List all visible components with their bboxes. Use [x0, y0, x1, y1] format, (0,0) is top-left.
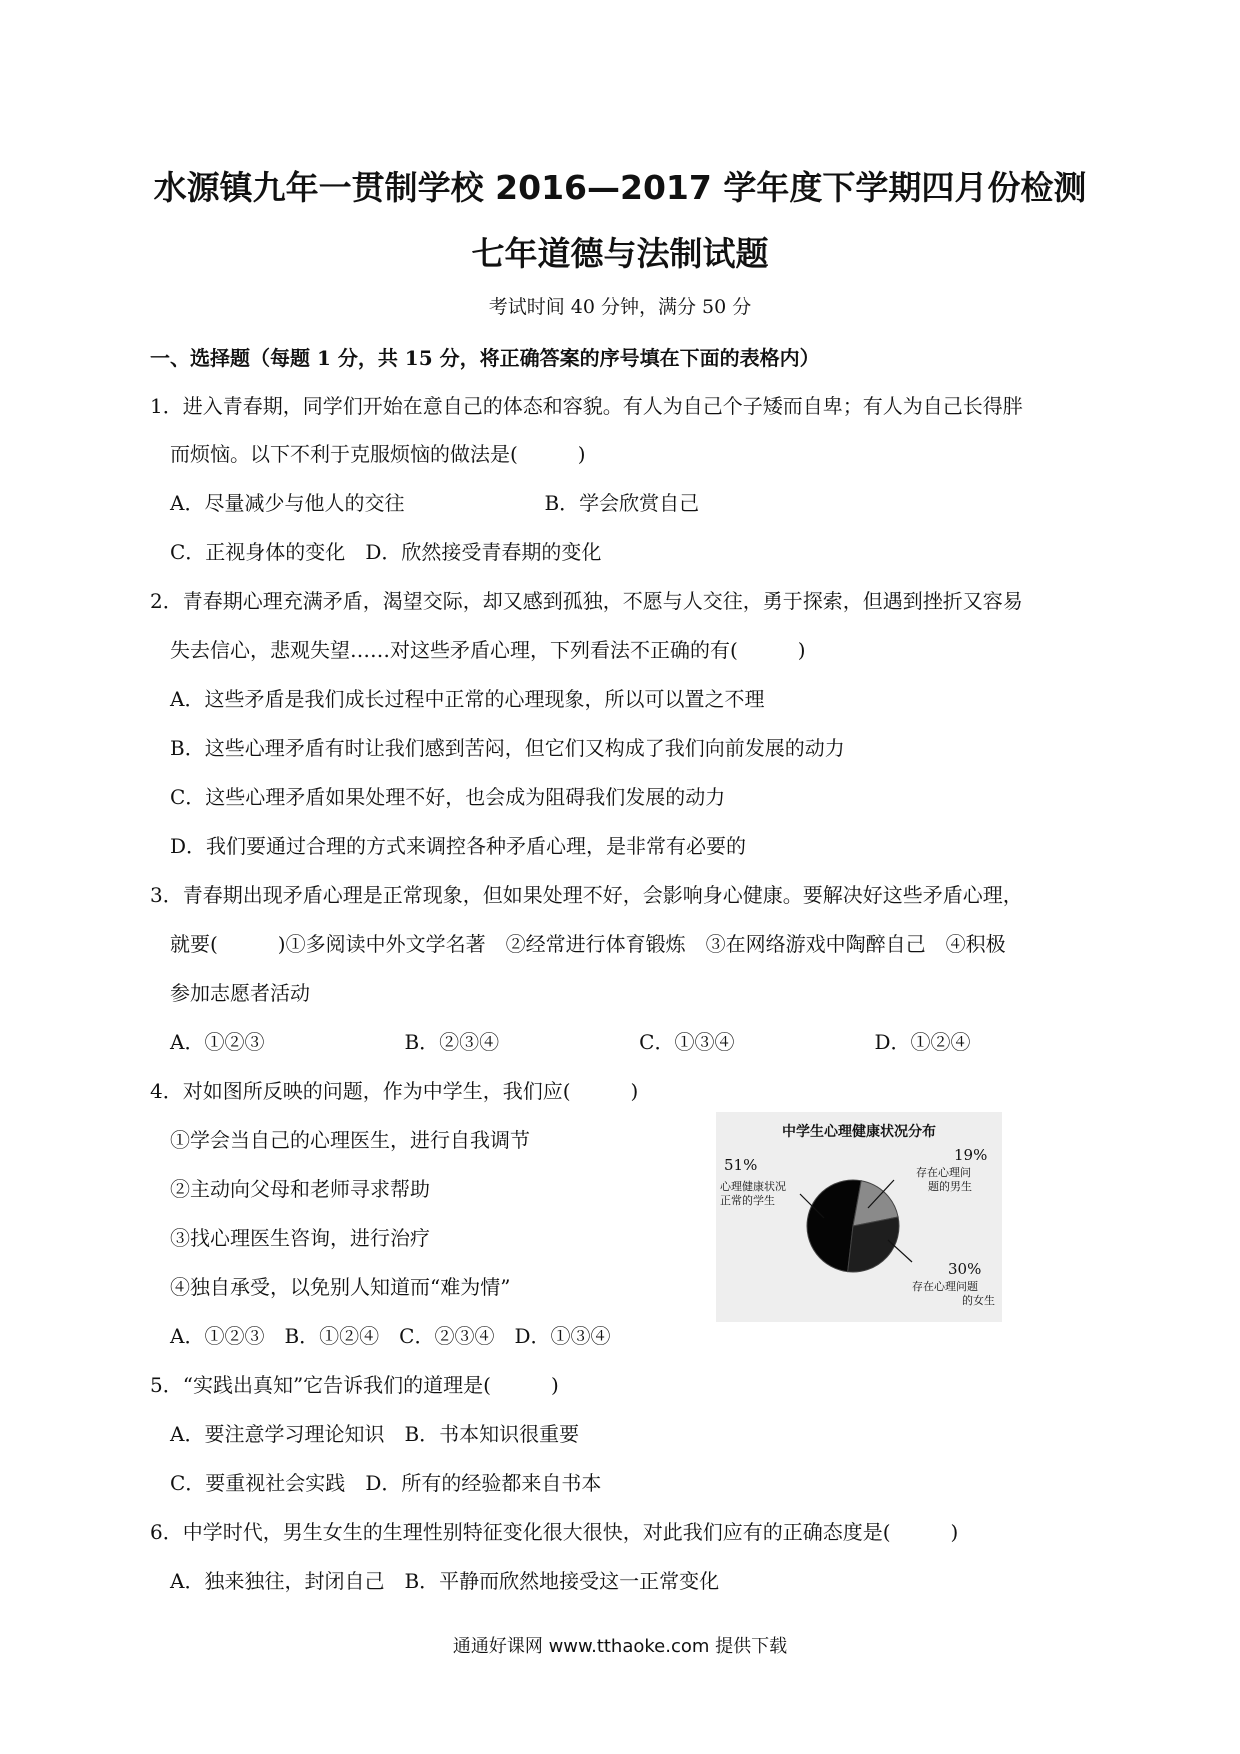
- pct-label-girls: 30%: [948, 1260, 982, 1278]
- question-1-option-b: B．学会欣赏自己: [544, 491, 700, 515]
- question-5-options-row-1: [170, 1418, 579, 1447]
- question-4-item-3: ③找心理医生咨询，进行治疗: [170, 1226, 430, 1250]
- slice-label-normal-2: 正常的学生: [720, 1194, 775, 1207]
- question-5-option-d: D．所有的经验都来自书本: [365, 1471, 602, 1495]
- question-1-option-a: A．尽量减少与他人的交往: [170, 491, 405, 515]
- slice-label-normal-1: 心理健康状况: [720, 1180, 786, 1193]
- question-5-line-1: 5．“实践出真知”它告诉我们的道理是( ): [150, 1373, 559, 1397]
- slice-label-boys-1: 存在心理问: [916, 1166, 971, 1179]
- page-footer: 通通好课网 www.tthaoke.com 提供下载: [452, 1636, 788, 1657]
- question-2-line-2: 失去信心，悲观失望……对这些矛盾心理，下列看法不正确的有( ): [170, 638, 806, 662]
- pct-label-normal: 51%: [724, 1156, 758, 1174]
- question-1-option-c: C．正视身体的变化: [170, 540, 346, 564]
- question-4-option-d: D．①③④: [514, 1324, 611, 1348]
- question-3-option-b: B．②③④: [404, 1030, 500, 1054]
- pct-label-boys: 19%: [954, 1146, 988, 1164]
- question-6-line-1: 6．中学时代，男生女生的生理性别特征变化很大很快，对此我们应有的正确态度是( ): [150, 1520, 959, 1544]
- question-6-options-row: [170, 1565, 719, 1594]
- pie-chart: [716, 1112, 1002, 1322]
- question-5-option-c: C．要重视社会实践: [170, 1471, 346, 1495]
- question-4-item-1: ①学会当自己的心理医生，进行自我调节: [170, 1128, 530, 1152]
- question-4-option-a: A．①②③: [170, 1324, 265, 1348]
- question-4-options-row: [170, 1320, 611, 1349]
- question-4-option-c: C．②③④: [399, 1324, 495, 1348]
- question-3-line-3: 参加志愿者活动: [170, 981, 310, 1005]
- question-4-item-4: ④独自承受，以免别人知道而“难为情”: [170, 1275, 511, 1299]
- question-1-line-2: 而烦恼。以下不利于克服烦恼的做法是( ): [170, 442, 586, 466]
- question-5-options-row-2: [170, 1467, 601, 1496]
- question-3-line-1: 3．青春期出现矛盾心理是正常现象，但如果处理不好，会影响身心健康。要解决好这些矛盾心理，: [150, 883, 1023, 907]
- exam-subject-title: 七年道德与法制试题: [471, 234, 769, 273]
- question-3-option-d: D．①②④: [874, 1030, 971, 1054]
- question-4-item-2: ②主动向父母和老师寻求帮助: [170, 1177, 430, 1201]
- question-2-option-d: D．我们要通过合理的方式来调控各种矛盾心理，是非常有必要的: [170, 834, 747, 858]
- question-2-option-c: C．这些心理矛盾如果处理不好，也会成为阻碍我们发展的动力: [170, 785, 726, 809]
- question-5-option-a: A．要注意学习理论知识: [170, 1422, 385, 1446]
- pie-chart-svg: [716, 1112, 1002, 1322]
- question-6-option-b: B．平静而欣然地接受这一正常变化: [404, 1569, 720, 1593]
- question-5-option-b: B．书本知识很重要: [404, 1422, 580, 1446]
- question-1-line-1: 1．进入青春期，同学们开始在意自己的体态和容貌。有人为自己个子矮而自卑；有人为自己长得胖: [150, 394, 1023, 418]
- pie-slice-girls: [848, 1217, 899, 1272]
- question-4-option-b: B．①②④: [284, 1324, 380, 1348]
- question-6-option-a: A．独来独往，封闭自己: [170, 1569, 385, 1593]
- question-3-option-c: C．①③④: [639, 1030, 735, 1054]
- question-1-option-d: D．欣然接受青春期的变化: [365, 540, 602, 564]
- slice-label-girls-1: 存在心理问题: [912, 1280, 978, 1293]
- question-3-options-row: [170, 1026, 971, 1055]
- question-2-option-a: A．这些矛盾是我们成长过程中正常的心理现象，所以可以置之不理: [170, 687, 765, 711]
- slice-label-girls-2: 的女生: [962, 1294, 995, 1307]
- slice-label-boys-2: 题的男生: [928, 1180, 972, 1193]
- question-1-options-row-2: [170, 536, 601, 565]
- question-2-line-1: 2．青春期心理充满矛盾，渴望交际，却又感到孤独，不愿与人交往，勇于探索，但遇到挫折又容易: [150, 589, 1023, 613]
- question-3-line-2: 就要( )①多阅读中外文学名著 ②经常进行体育锻炼 ③在网络游戏中陶醉自己 ④积极: [170, 932, 1006, 956]
- chart-title: 中学生心理健康状况分布: [782, 1124, 936, 1140]
- question-1-options-row-1: [170, 487, 699, 516]
- question-3-option-a: A．①②③: [170, 1030, 265, 1054]
- pie-slices: [807, 1180, 899, 1272]
- section-heading: 一、选择题（每题 1 分，共 15 分，将正确答案的序号填在下面的表格内）: [150, 346, 820, 370]
- question-4-line-1: 4．对如图所反映的问题，作为中学生，我们应( ): [150, 1079, 639, 1103]
- question-2-option-b: B．这些心理矛盾有时让我们感到苦闷，但它们又构成了我们向前发展的动力: [170, 736, 845, 760]
- exam-info: 考试时间 40 分钟，满分 50 分: [488, 296, 752, 318]
- exam-title: 水源镇九年一贯制学校 2016—2017 学年度下学期四月份检测: [153, 168, 1087, 207]
